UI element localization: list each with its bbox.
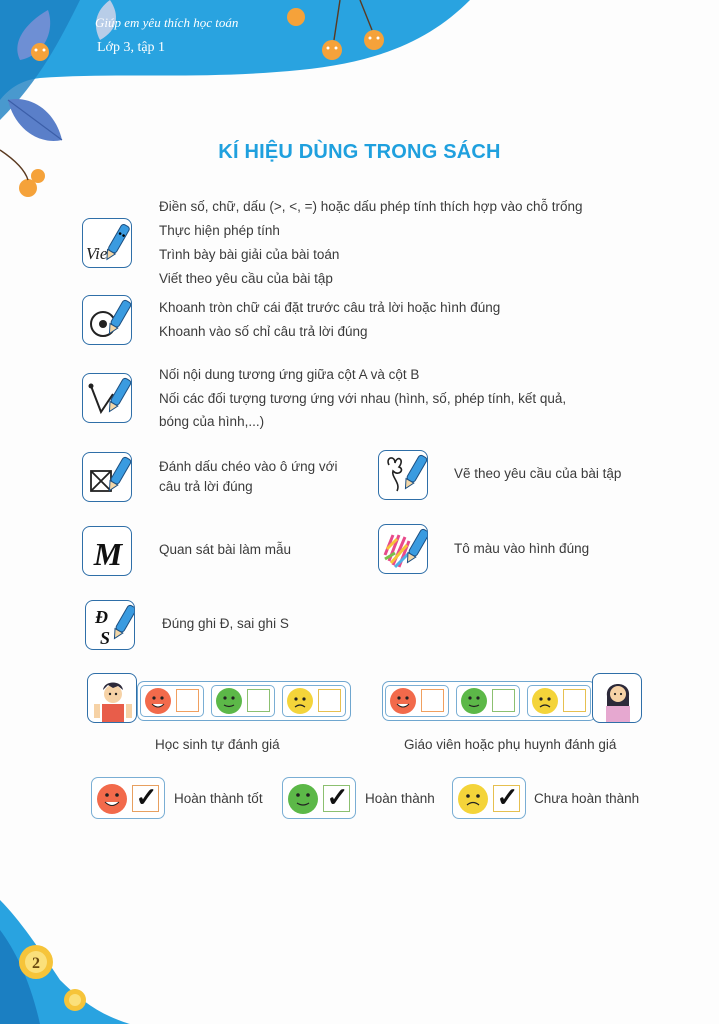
circle-icon [82,295,132,345]
check-icon: ✓ [496,782,519,812]
student-avatar [87,673,137,723]
write-icon [82,218,132,268]
connect-icon [82,373,132,423]
teacher-cell-notyet [527,685,591,717]
red-face-icon [389,687,417,715]
connect-line-1: Nối nội dung tương ứng giữa cột A và cột B [159,367,420,382]
student-cell-good [140,685,204,717]
write-icon-text: Vie [86,244,108,263]
legend-box-ok [282,777,356,819]
write-line-3: Trình bày bài giải của bài toán [159,247,340,262]
yellow-face-icon [457,783,489,815]
model-icon [82,526,132,576]
cross-line-1: Đánh dấu chéo vào ô ứng với [159,459,338,474]
truefalse-icon [85,600,135,650]
connect-line-3: bóng của hình,...) [159,414,265,429]
yellow-face-icon [531,687,559,715]
model-icon-text: M [93,536,123,572]
student-cell-notyet [282,685,346,717]
draw-label: Vẽ theo yêu cầu của bài tập [454,466,622,481]
teacher-checkbox-good[interactable] [421,689,444,712]
color-label: Tô màu vào hình đúng [454,541,590,556]
draw-icon [378,450,428,500]
legend-label-notyet: Chưa hoàn thành [534,791,640,806]
legend-label-ok: Hoàn thành [365,791,435,806]
teacher-checkbox-ok[interactable] [492,689,515,712]
student-checkbox-notyet[interactable] [318,689,341,712]
student-checkbox-ok[interactable] [247,689,270,712]
teacher-cell-ok [456,685,520,717]
student-evaluation-label: Học sinh tự đánh giá [155,737,280,752]
page-number: 2 [32,955,40,972]
green-face-icon [215,687,243,715]
check-icon: ✓ [135,782,158,812]
grade-label: Lớp 3, tập 1 [97,40,166,55]
student-checkbox-good[interactable] [176,689,199,712]
legend-label-good: Hoàn thành tốt [174,791,263,806]
circle-line-2: Khoanh vào số chỉ câu trả lời đúng [159,324,368,339]
teacher-cell-good [385,685,449,717]
color-icon [378,524,428,574]
yellow-face-icon [286,687,314,715]
red-face-icon [96,783,128,815]
green-face-icon [460,687,488,715]
legend-checkbox-notyet [493,782,520,812]
cross-line-2: câu trả lời đúng [159,479,253,494]
page-title: KÍ HIỆU DÙNG TRONG SÁCH [218,141,501,163]
legend-checkbox-ok [323,782,350,812]
legend-box-notyet [452,777,526,819]
connect-line-2: Nối các đối tượng tương ứng với nhau (hình, số, phép tính, kết quả, [159,391,567,406]
footer-decoration [0,890,140,1024]
legend-box-good [91,777,165,819]
truefalse-icon-d: Đ [95,607,108,627]
write-line-4: Viết theo yêu cầu của bài tập [159,271,333,286]
student-evaluation-strip [137,681,351,721]
teacher-evaluation-strip [382,681,596,721]
write-line-2: Thực hiện phép tính [159,223,280,238]
model-label: Quan sát bài làm mẫu [159,542,292,557]
student-cell-ok [211,685,275,717]
teacher-checkbox-notyet[interactable] [563,689,586,712]
truefalse-label: Đúng ghi Đ, sai ghi S [162,616,289,631]
write-line-1: Điền số, chữ, dấu (>, <, =) hoặc dấu phép tính thích hợp vào chỗ trống [159,199,583,214]
legend-checkbox-good [132,782,159,812]
red-face-icon [144,687,172,715]
truefalse-icon-s: S [100,628,111,648]
check-icon: ✓ [326,782,349,812]
cross-icon [82,452,132,502]
green-face-icon [287,783,319,815]
teacher-avatar [592,673,642,723]
series-title: Giúp em yêu thích học toán [95,15,239,30]
circle-line-1: Khoanh tròn chữ cái đặt trước câu trả lời hoặc hình đúng [159,300,501,315]
teacher-evaluation-label: Giáo viên hoặc phụ huynh đánh giá [404,737,617,752]
